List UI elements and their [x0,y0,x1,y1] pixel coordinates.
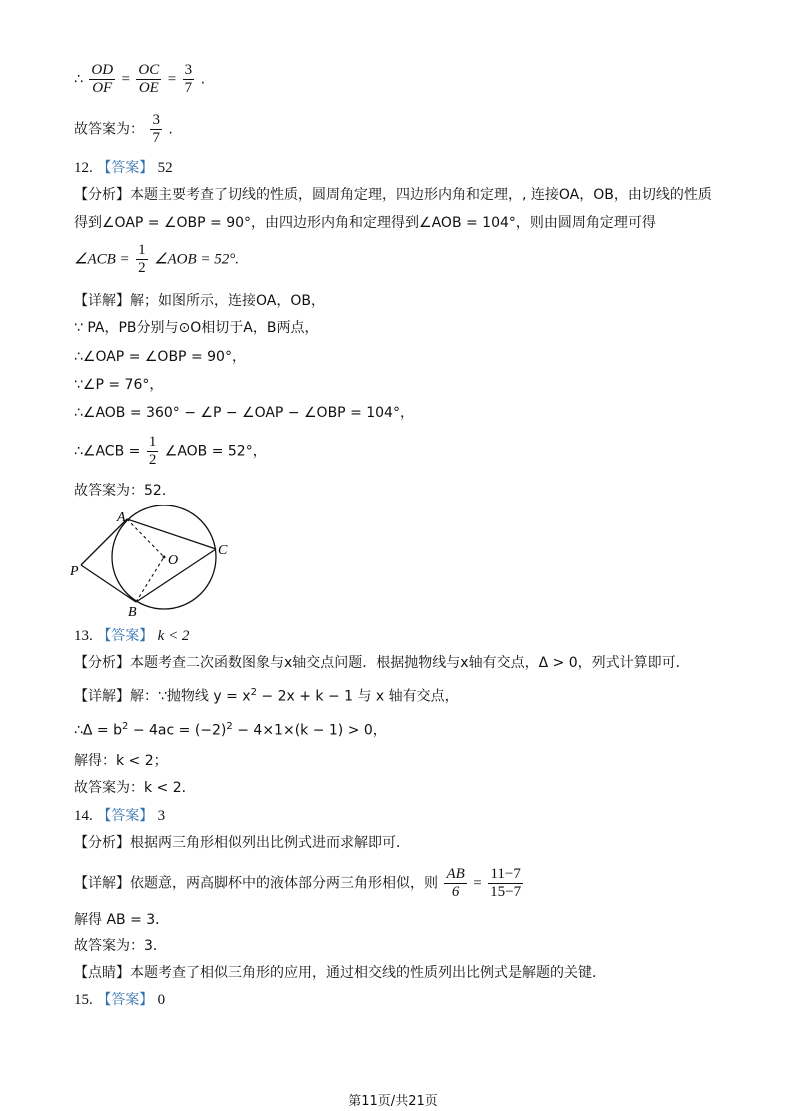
q12-final: 故答案为：52． [74,483,176,499]
q14-analysis: 【分析】根据两三角形相似列出比例式进而求解即可． [74,835,410,851]
q12-analysis-line-3: ∠ACB = $\frac{1}{2}$ ∠AOB = 52°. [74,242,240,276]
label-c: C [218,543,228,558]
fraction-11-7-over-15-7: $\frac{11-7}{15-7}$ [490,866,522,900]
fraction-3-7: $\frac{3}{7}$ [184,62,193,96]
q13-answer-line: 13. 【答案】 k < 2 [74,628,190,644]
answer-tag: 【答案】 [97,808,154,824]
page-number-footer: 第11页/共21页 [348,1094,438,1109]
q12-detail-line-1: 【详解】解；如图所示，连接OA，OB， [74,293,325,309]
therefore-symbol: ∴ [74,71,83,88]
half-fraction: $\frac{1}{2}$ [138,242,146,276]
label-a: A [117,510,126,525]
fraction-ab-6: $\frac{AB}{6}$ [446,866,465,900]
fraction-od-of: $\frac{OD}{OF}$ [91,62,114,96]
q14-comment: 【点睛】本题考查了相似三角形的应用，通过相交线的性质列出比例式是解题的关键． [74,965,606,981]
q13-detail-2: ∴Δ = $b^2 - 4ac = (-2)^2 - 4\times 1\times(k - 1) > 0$， [74,721,387,739]
intro-answer-line: 故答案为： $\frac{3}{7}$ . [74,112,173,146]
q12-analysis-line-2: 得到∠OAP = ∠OBP = 90°，由四边形内角和定理得到∠AOB = 104°，则由圆周角定理可得 [74,215,656,231]
q14-answer-line: 14. 【答案】 3 [74,808,166,824]
q13-final: 故答案为：k < 2． [74,780,196,796]
q12-detail-line-2: ∵ PA，PB分别与⊙O相切于A，B两点， [74,320,319,336]
answer-fraction: $\frac{3}{7}$ [152,112,160,146]
fraction-oc-oe: $\frac{OC}{OE}$ [138,62,160,96]
circle-tangent-figure [66,505,236,620]
label-b: B [128,605,137,620]
label-p: P [70,564,79,579]
q13-analysis: 【分析】本题考查二次函数图象与x轴交点问题．根据抛物线与x轴有交点，Δ > 0，列式计算即可． [74,655,690,671]
q14-final: 故答案为：3． [74,938,167,954]
q12-answer-line: 12. 【答案】 52 [74,160,173,176]
q12-detail-line-5: ∴∠AOB = 360° − ∠P − ∠OAP − ∠OBP = 104°， [74,405,414,421]
answer-tag: 【答案】 [97,628,154,644]
q13-solve: 解得：k < 2； [74,753,168,769]
q14-solve: 解得 AB = 3． [74,912,170,928]
q13-detail-1: 【详解】解：∵抛物线 $y = x^2 - 2x + k - 1$ 与 x 轴有交点， [74,687,459,705]
q15-answer-line: 15. 【答案】 0 [74,992,166,1008]
answer-tag: 【答案】 [97,992,154,1008]
q12-detail-line-4: ∵∠P = 76°， [74,377,164,393]
q12-detail-line-6: ∴∠ACB = $\frac{1}{2}$ ∠AOB = 52°， [74,434,267,468]
q14-detail: 【详解】依题意，两高脚杯中的液体部分两三角形相似，则 $\frac{AB}{6}$ = $\frac{11-7}{15-7}$ [74,866,522,900]
label-o: O [168,553,179,568]
q12-analysis-line-1: 【分析】本题主要考查了切线的性质，圆周角定理，四边形内角和定理，, 连接OA，OB，由切线的性质 [74,187,712,203]
half-fraction-2: $\frac{1}{2}$ [148,434,157,468]
intro-ratio-line: ∴ $\frac{OD}{OF}$ = $\frac{OC}{OE}$ = $\frac{3}{7}$ . [74,62,206,96]
q12-detail-line-3: ∴∠OAP = ∠OBP = 90°， [74,349,246,365]
answer-tag: 【答案】 [97,160,154,176]
